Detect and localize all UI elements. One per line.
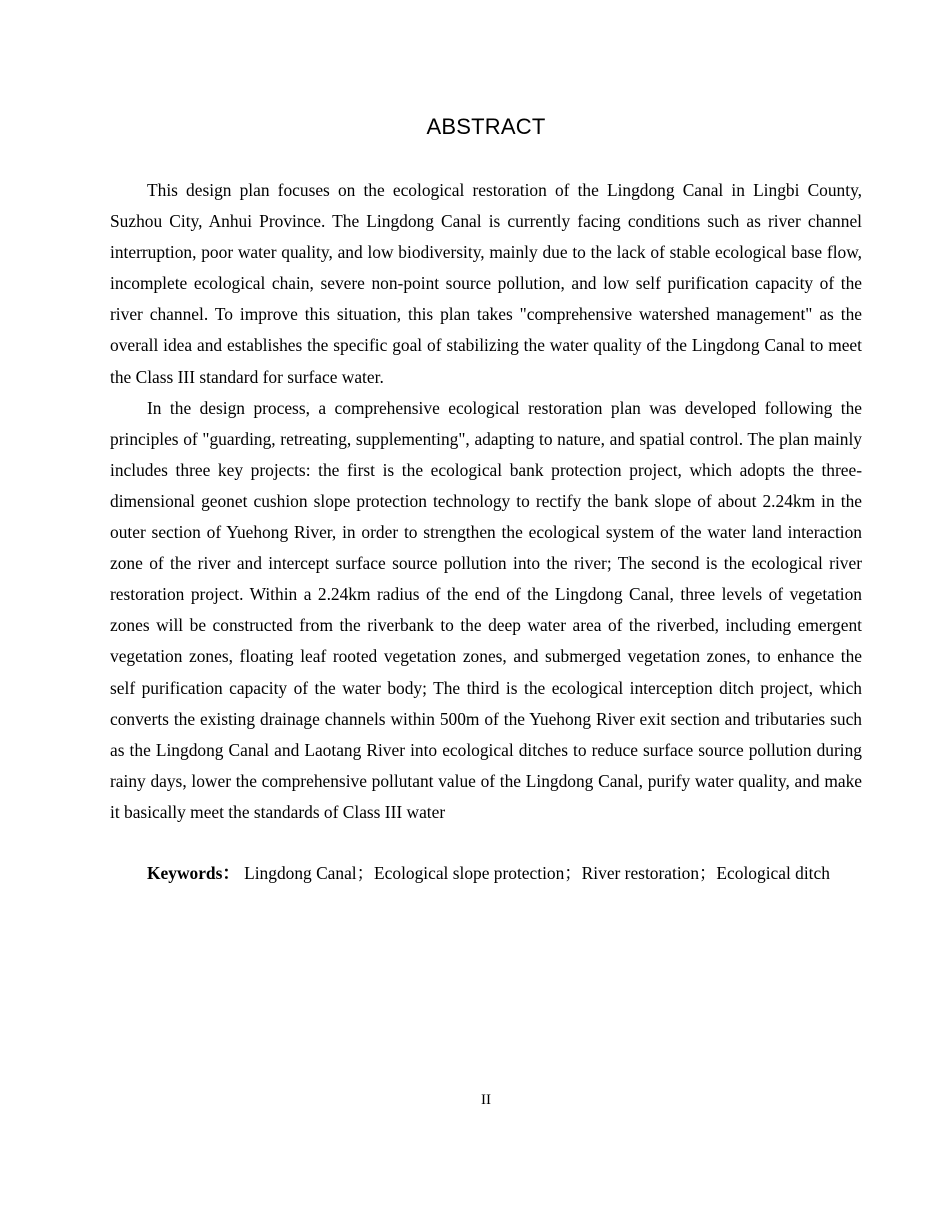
keywords-line	[110, 858, 862, 889]
abstract-paragraph-1: This design plan focuses on the ecological restoration of the Lingdong Canal in Lingbi County, Suzhou City, Anhui Province. The Lingdong Canal is currently facing conditions such as river channel interruption, poor water quality, and low biodiversity, mainly due to the lack of stable ecological base flow, incomplete ecological chain, severe non-point source pollution, and low self purification capacity of the river channel. To improve this situation, this plan takes "comprehensive watershed management" as the overall idea and establishes the specific goal of stabilizing the water quality of the Lingdong Canal to meet the Class III standard for surface water.	[110, 180, 862, 387]
keywords-list: Lingdong Canal；Ecological slope protection；River restoration；Ecological ditch	[239, 863, 830, 883]
abstract-paragraph-2: In the design process, a comprehensive ecological restoration plan was developed following the principles of "guarding, retreating, supplementing", adapting to nature, and spatial control. The plan mainly includes three key projects: the first is the ecological bank protection project, which adopts the three-dimensional geonet cushion slope protection technology to rectify the bank slope of about 2.24km in the outer section of Yuehong River, in order to strengthen the ecological system of the water land interaction zone of the river and intercept surface source pollution into the river; The second is the ecological river restoration project. Within a 2.24km radius of the end of the Lingdong Canal, three levels of vegetation zones will be constructed from the riverbank to the deep water area of the riverbed, including emergent vegetation zones, floating leaf rooted vegetation zones, and submerged vegetation zones, to enhance the self purification capacity of the water body; The third is the ecological interception ditch project, which converts the existing drainage channels within 500m of the Yuehong River exit section and tributaries such as the Lingdong Canal and Laotang River into ecological ditches to reduce surface source pollution during rainy days, lower the comprehensive pollutant value of the Lingdong Canal, purify water quality, and make it basically meet the standards of Class III water	[110, 397, 862, 822]
abstract-title: ABSTRACT	[426, 114, 546, 139]
abstract-body	[110, 175, 862, 828]
keywords-label: Keywords：	[147, 863, 240, 883]
page-number: II	[481, 1092, 491, 1108]
